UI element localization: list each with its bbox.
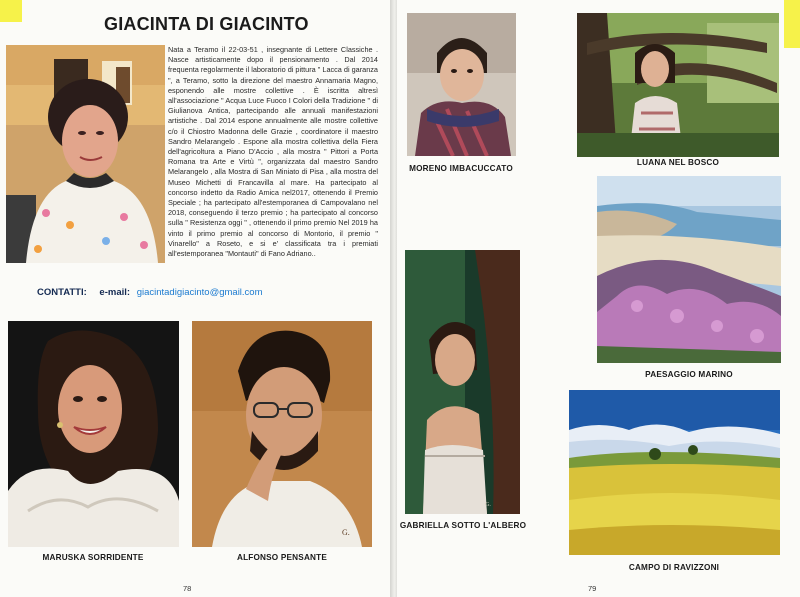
caption-gabriella: GABRIELLA SOTTO L'ALBERO [399, 521, 527, 530]
caption-alfonso: ALFONSO PENSANTE [236, 553, 328, 562]
sticky-tab-left [0, 0, 22, 22]
painting-moreno [407, 13, 516, 156]
page-number-right: 79 [588, 584, 597, 593]
painting-paesaggio [597, 176, 781, 363]
svg-text:G.: G. [485, 502, 491, 508]
painting-alfonso [192, 321, 372, 547]
painting-luana [577, 13, 779, 157]
caption-campo: CAMPO DI RAVIZZONI [628, 563, 720, 572]
painting-maruska [8, 321, 179, 547]
painting-campo-art [569, 390, 780, 555]
caption-moreno: MORENO IMBACUCCATO [409, 164, 513, 173]
caption-paesaggio: PAESAGGIO MARINO [645, 370, 733, 379]
email-link[interactable]: giacintadigiacinto@gmail.com [136, 287, 263, 298]
painting-moreno-art [407, 13, 516, 156]
artist-photo [6, 45, 165, 263]
painting-paesaggio-art [597, 176, 781, 363]
email-label: e-mail: [99, 287, 131, 298]
page-title: GIACINTA DI GIACINTO [104, 14, 309, 34]
page-number-left: 78 [183, 584, 192, 593]
painting-alfonso-art [192, 321, 372, 547]
right-page [397, 0, 800, 597]
caption-luana: LUANA NEL BOSCO [636, 158, 720, 167]
painting-maruska-art [8, 321, 179, 547]
contacts-line [37, 287, 263, 298]
caption-maruska: MARUSKA SORRIDENTE [42, 553, 144, 562]
painting-campo [569, 390, 780, 555]
painting-gabriella [405, 250, 520, 514]
left-page [0, 0, 392, 597]
artist-photo-art [6, 45, 165, 263]
painting-luana-art [577, 13, 779, 157]
sticky-tab-right [784, 0, 800, 48]
svg-text:G.: G. [342, 528, 350, 537]
contacts-label: CONTATTI: [37, 287, 87, 298]
painting-gabriella-art [405, 250, 520, 514]
artist-biography: Nata a Teramo il 22-03-51 , insegnante di Lettere Classiche . Nasce artisticamente dopo il pensionamento . Dal 2014 frequenta regolarmente il laboratorio di pittura " Lacca di garanza ", a Teramo, sotto la direzione del maestro Annamaria Magno, esponendo alle mostre collettive . È iscritta altresì all'associazione " Acqua Luce Fuoco I Colori della Tradizione " di Giulianova Antica, partecipando alle annuali manifestazioni artistiche . Dal 2014 espone annualmente alle mostre collettive c/o il Chiostro Madonna delle Grazie , coordinatore il maestro Sandro Melarangelo . Espone alla mostra collettiva della Fiera dell'agricoltura a Piano D'Accio , alla mostra " Pittori a Porta Romana tra Arte e Virtù ", organizzata dal maestro Sandro Melarangelo , alla Mostra di San Miniato di Pisa , alla mostra del Museo Michetti di Francavilla al mare. Ha partecipato al concorso indetto da Radio Amica nel2017, ottenendo il Premio Speciale ; ha partecipato all'estemporanea di Campovalano nel 2018, conseguendo il terzo premio ; ha partecipato al concorso sulla " Resistenza oggi " , ottenendo il primo premio Nel 2019 ha vinto il primo premio al concorso di Montorio, il premio " Vinarello" a Roseto, e si e' classificata tra i premiati all'estemporanea "Montauti" di Fano Adriano.. [168, 45, 378, 259]
